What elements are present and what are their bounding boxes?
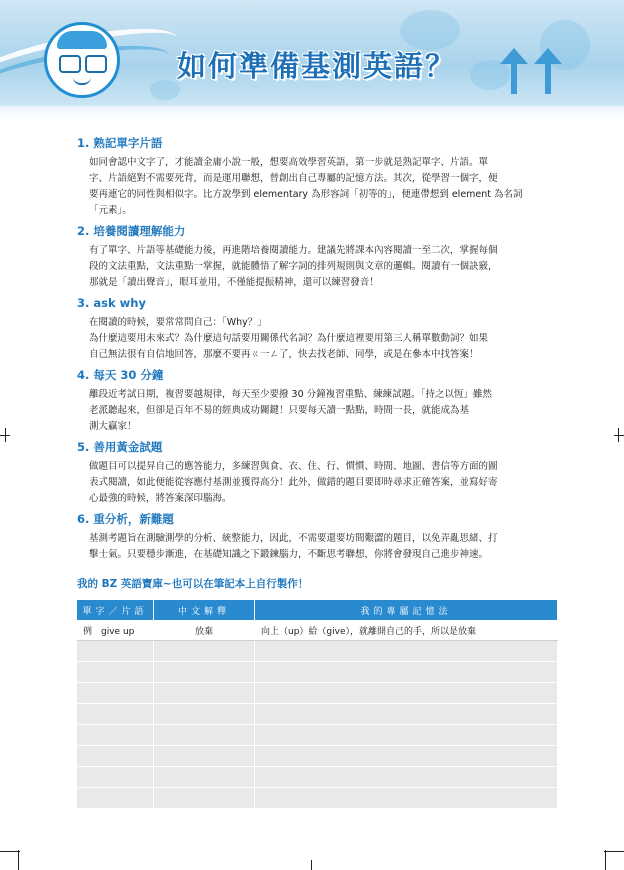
section-body: [77, 459, 557, 507]
section-line: 自己無法很有自信地回答，那麼不要再ㄍ一ㄥ了，快去找老師、同學，或是在參本中找答案！: [89, 349, 479, 360]
table-cell-empty: [255, 746, 558, 767]
header-memory: 我的專屬記憶法: [255, 600, 558, 620]
section-line: 如同會認中文字了，才能讀金庸小說一般，想要高效學習英語，第一步就是熟記單字、片語。單: [89, 157, 489, 168]
table-cell-empty: [154, 704, 255, 725]
section-line: 心最強的時候，將答案深印腦海。: [89, 493, 232, 504]
table-cell-empty: [154, 788, 255, 809]
table-caption: 我的 BZ 英語寶庫∼也可以在筆記本上自行製作！: [77, 578, 309, 590]
section-line: 基測考題旨在測驗測學的分析、統整能力，因此，不需要還要坊間艱澀的題目，以免弄亂思緒、打: [89, 533, 498, 544]
tips-content: [77, 136, 557, 568]
section-body: [77, 387, 557, 435]
table-cell-empty: [154, 683, 255, 704]
crop-mark: [614, 435, 624, 436]
table-row-empty: [77, 704, 558, 725]
section-body: [77, 315, 557, 363]
page-title: 如何準備基測英語？: [177, 49, 457, 83]
section-line: 字、片語絕對不需要死背，而是運用聯想，替創出自己專屬的記憶方法。其次，從學習一個字，便: [89, 173, 498, 184]
boy-avatar-icon: [44, 22, 120, 98]
table-cell-empty: [255, 788, 558, 809]
section-title: 5. 善用黃金試題: [77, 440, 163, 454]
table-row-empty: [77, 746, 558, 767]
section-line: 擊士氣。只要穩步漸進，在基礎知識之下鍛鍊腦力，不斷思考聯想，你將會發現自己進步神速。: [89, 549, 489, 560]
section-line: 老派聽起來，但卻是百年不易的經典成功關鍵！只要每天讀一點點，時間一長，就能成為基: [89, 405, 470, 416]
table-row-empty: [77, 767, 558, 788]
section-line: 在閱讀的時候，要常常問自己：「Why？」: [89, 317, 267, 328]
crop-mark: [5, 428, 6, 442]
section-line: 離段近考試日期，複習要越規律，每天至少要撥 30 分鐘複習重點、練練試題。「持之以恆」雖然: [89, 389, 492, 400]
tip-section: [77, 136, 557, 219]
section-body: [77, 155, 557, 219]
table-row-empty: [77, 641, 558, 662]
crop-mark: [18, 850, 19, 870]
section-body: [77, 243, 557, 291]
example-memory: 向上（up）給（give），就離開自己的手，所以是放棄: [255, 620, 558, 641]
table-row-empty: [77, 683, 558, 704]
crop-mark: [618, 428, 619, 442]
crop-mark: [0, 851, 20, 852]
section-title: 4. 每天 30 分鐘: [77, 368, 164, 382]
tip-section: [77, 224, 557, 291]
example-word: give up: [101, 626, 135, 637]
example-label: 例: [83, 626, 93, 637]
crop-mark: [311, 860, 312, 870]
table-header-row: [77, 600, 558, 620]
table-cell-empty: [154, 746, 255, 767]
table-cell-empty: [255, 725, 558, 746]
table-cell-empty: [77, 662, 154, 683]
up-arrows-icon: [494, 40, 584, 110]
table-cell-empty: [255, 662, 558, 683]
table-cell-empty: [77, 788, 154, 809]
section-line: 表式閱讀，如此便能從容應付基測並獲得高分！此外，做錯的題目要即時尋求正確答案，並寫好寄: [89, 477, 498, 488]
table-cell-empty: [255, 683, 558, 704]
table-cell-empty: [77, 704, 154, 725]
tip-section: [77, 296, 557, 363]
table-cell-empty: [77, 746, 154, 767]
tip-section: [77, 368, 557, 435]
table-cell-empty: [154, 641, 255, 662]
header-banner: [0, 0, 624, 120]
table-cell-empty: [77, 641, 154, 662]
table-row-empty: [77, 662, 558, 683]
section-title: 6. 重分析，新難題: [77, 512, 174, 526]
table-row-example: [77, 620, 558, 641]
crop-mark: [605, 850, 606, 870]
table-row-empty: [77, 725, 558, 746]
crop-mark: [604, 851, 624, 852]
section-line: 做題目可以提昇自己的應答能力，多練習與食、衣、住、行、慣慣、時間、地圖、書信等方面的圖: [89, 461, 498, 472]
tip-section: [77, 512, 557, 563]
table-cell-empty: [255, 641, 558, 662]
header-meaning: 中文解釋: [154, 600, 255, 620]
table-cell-empty: [154, 662, 255, 683]
section-line: 測大贏家！: [89, 421, 137, 432]
section-body: [77, 531, 557, 563]
header-word: 單字／片語: [77, 600, 154, 620]
table-cell-empty: [154, 725, 255, 746]
example-meaning: 放棄: [154, 620, 255, 641]
table-cell-empty: [77, 725, 154, 746]
section-line: 段的文法重點，文法重點一掌握，就能體悟了解字詞的排列規則與文章的邏輯。閱讀有一個訣竅，: [89, 261, 498, 272]
example-word-cell: [77, 620, 154, 641]
table-cell-empty: [77, 683, 154, 704]
table-cell-empty: [77, 767, 154, 788]
section-line: 為什麼這要用未來式？為什麼這句話要用關係代名詞？為什麼這裡要用第三人稱單數動詞？如果: [89, 333, 489, 344]
section-line: 「元素」。: [89, 205, 132, 216]
table-row-empty: [77, 788, 558, 809]
vocab-notes-table: [77, 600, 558, 809]
section-title: 2. 培養閱讀理解能力: [77, 224, 186, 238]
tip-section: [77, 440, 557, 507]
section-line: 有了單字、片語等基礎能力後，再進階培養閱讀能力。建議先將課本內容閱讀一至二次，掌握每個: [89, 245, 498, 256]
section-line: 那就是「讀出聲音」，眼耳並用，不僅能提振精神，還可以練習發音！: [89, 277, 379, 288]
table-cell-empty: [154, 767, 255, 788]
section-line: 要再連它的同性與相似字。比方說學到 elementary 為形容詞「初等的」，便連帶想到 element 為名詞: [89, 189, 523, 200]
table-cell-empty: [255, 767, 558, 788]
section-title: 3. ask why: [77, 296, 146, 310]
section-title: 1. 熟記單字片語: [77, 136, 163, 150]
table-cell-empty: [255, 704, 558, 725]
